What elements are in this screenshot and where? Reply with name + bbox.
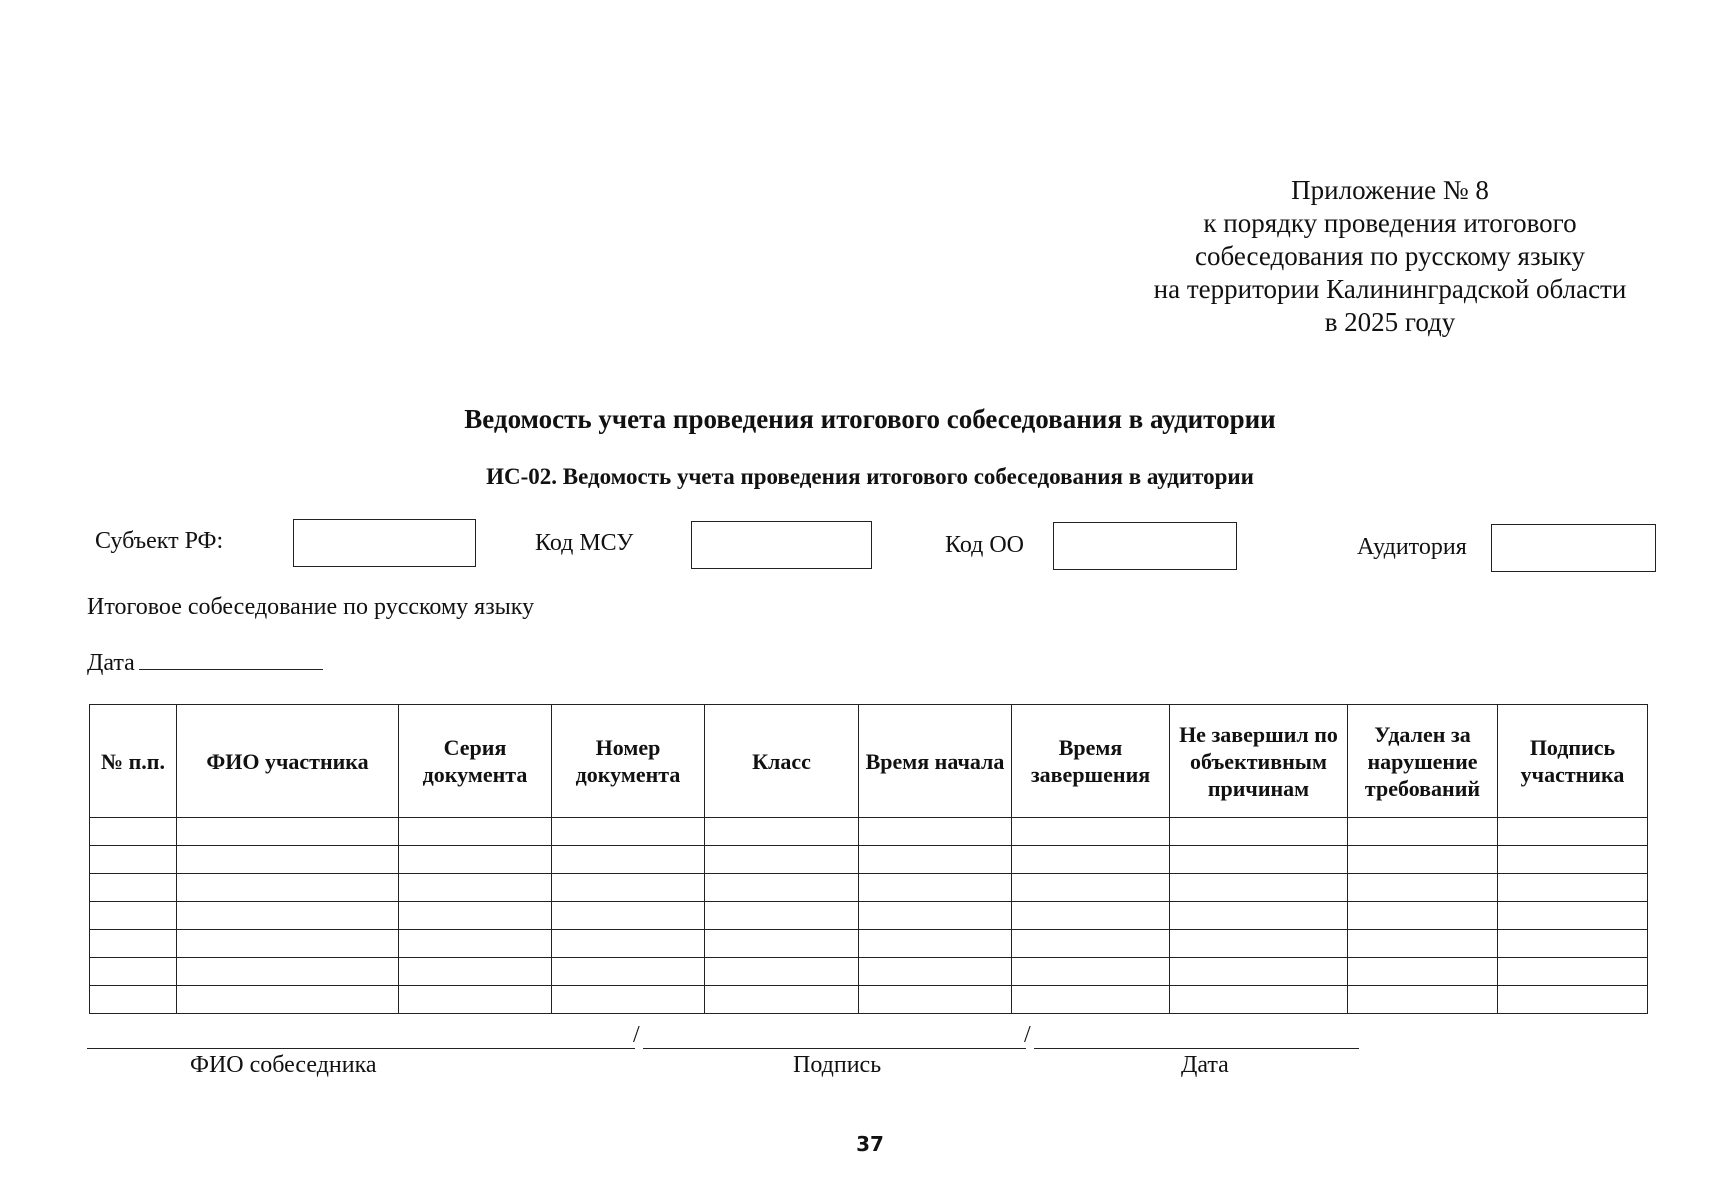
table-cell[interactable] [399, 930, 552, 958]
table-cell[interactable] [1012, 846, 1170, 874]
subject-field[interactable] [293, 519, 476, 567]
column-header-doc-number: Номер документа [552, 705, 705, 818]
table-cell[interactable] [1012, 874, 1170, 902]
appendix-header [1110, 174, 1670, 339]
table-cell[interactable] [1170, 986, 1348, 1014]
table-cell[interactable] [399, 986, 552, 1014]
table-cell[interactable] [90, 846, 177, 874]
table-cell[interactable] [177, 930, 399, 958]
column-header-start-time: Время начала [859, 705, 1012, 818]
table-cell[interactable] [90, 818, 177, 846]
table-row [90, 986, 1648, 1014]
table-cell[interactable] [705, 930, 859, 958]
column-header-class: Класс [705, 705, 859, 818]
table-cell[interactable] [1170, 874, 1348, 902]
table-cell[interactable] [1498, 986, 1648, 1014]
table-cell[interactable] [177, 902, 399, 930]
appendix-line: на территории Калининградской области [1153, 274, 1627, 304]
table-cell[interactable] [1348, 874, 1498, 902]
signature-line[interactable] [643, 1048, 1026, 1049]
table-cell[interactable] [399, 958, 552, 986]
page-number: 37 [856, 1132, 884, 1156]
table-cell[interactable] [705, 846, 859, 874]
table-cell[interactable] [859, 958, 1012, 986]
table-cell[interactable] [1348, 846, 1498, 874]
table-cell[interactable] [705, 958, 859, 986]
document-title: Ведомость учета проведения итогового собеседования в аудитории [464, 404, 1276, 434]
table-cell[interactable] [90, 930, 177, 958]
table-cell[interactable] [552, 986, 705, 1014]
oo-code-field[interactable] [1053, 522, 1237, 570]
table-cell[interactable] [552, 902, 705, 930]
table-cell[interactable] [399, 874, 552, 902]
table-cell[interactable] [399, 818, 552, 846]
table-row [90, 930, 1648, 958]
table-cell[interactable] [1012, 986, 1170, 1014]
table-cell[interactable] [552, 930, 705, 958]
table-cell[interactable] [90, 986, 177, 1014]
oo-code-label: Код ОО [945, 532, 1024, 558]
exam-subject-line: Итоговое собеседование по русскому языку [87, 594, 535, 620]
table-cell[interactable] [705, 986, 859, 1014]
table-cell[interactable] [1348, 930, 1498, 958]
date-label: Дата [87, 650, 135, 676]
table-cell[interactable] [859, 818, 1012, 846]
table-row [90, 958, 1648, 986]
table-cell[interactable] [1012, 902, 1170, 930]
appendix-line: в 2025 году [1324, 307, 1456, 337]
table-cell[interactable] [1348, 986, 1498, 1014]
table-row [90, 874, 1648, 902]
interviewer-name-line[interactable] [87, 1048, 635, 1049]
table-cell[interactable] [399, 846, 552, 874]
signature-separator: / [1024, 1022, 1031, 1048]
table-cell[interactable] [552, 818, 705, 846]
table-header-row [90, 705, 1648, 818]
date-caption: Дата [1181, 1052, 1229, 1078]
register-table [89, 704, 1648, 1014]
table-cell[interactable] [90, 958, 177, 986]
table-cell[interactable] [1170, 818, 1348, 846]
table-cell[interactable] [552, 958, 705, 986]
signature-caption: Подпись [793, 1052, 882, 1078]
date-row [87, 645, 323, 677]
signature-separator: / [633, 1022, 640, 1048]
table-cell[interactable] [1012, 818, 1170, 846]
table-cell[interactable] [177, 958, 399, 986]
table-cell[interactable] [1498, 902, 1648, 930]
appendix-line: Приложение № 8 [1291, 175, 1489, 205]
table-cell[interactable] [1498, 930, 1648, 958]
date-input-line[interactable] [139, 645, 323, 670]
table-cell[interactable] [177, 846, 399, 874]
table-row [90, 818, 1648, 846]
column-header-name: ФИО участника [177, 705, 399, 818]
appendix-line: к порядку проведения итогового [1203, 208, 1577, 238]
table-cell[interactable] [90, 874, 177, 902]
table-cell[interactable] [177, 818, 399, 846]
table-cell[interactable] [859, 986, 1012, 1014]
table-cell[interactable] [399, 902, 552, 930]
table-cell[interactable] [859, 902, 1012, 930]
table-cell[interactable] [1348, 958, 1498, 986]
interviewer-name-caption: ФИО собеседника [190, 1052, 377, 1078]
table-cell[interactable] [859, 846, 1012, 874]
table-cell[interactable] [1498, 818, 1648, 846]
signature-date-line[interactable] [1034, 1048, 1359, 1049]
appendix-line: собеседования по русскому языку [1195, 241, 1585, 271]
table-cell[interactable] [552, 874, 705, 902]
table-cell[interactable] [1348, 902, 1498, 930]
room-label: Аудитория [1357, 534, 1467, 560]
table-cell[interactable] [177, 986, 399, 1014]
table-cell[interactable] [1170, 902, 1348, 930]
table-cell[interactable] [1170, 958, 1348, 986]
table-cell[interactable] [705, 902, 859, 930]
table-cell[interactable] [1498, 874, 1648, 902]
table-cell[interactable] [1498, 846, 1648, 874]
column-header-number: № п.п. [90, 705, 177, 818]
table-cell[interactable] [1170, 930, 1348, 958]
form-title: ИС-02. Ведомость учета проведения итогового собеседования в аудитории [486, 464, 1254, 489]
subject-label: Субъект РФ: [95, 528, 224, 554]
table-cell[interactable] [552, 846, 705, 874]
column-header-end-time: Время завершения [1012, 705, 1170, 818]
table-cell[interactable] [705, 818, 859, 846]
table-cell[interactable] [859, 930, 1012, 958]
msu-code-label: Код МСУ [535, 530, 634, 556]
column-header-removed: Удален за нарушение требований [1348, 705, 1498, 818]
column-header-doc-series: Серия документа [399, 705, 552, 818]
column-header-signature: Подпись участника [1498, 705, 1648, 818]
table-row [90, 846, 1648, 874]
table-cell[interactable] [859, 874, 1012, 902]
table-cell[interactable] [177, 874, 399, 902]
table-cell[interactable] [705, 874, 859, 902]
table-body [90, 818, 1648, 1014]
table-cell[interactable] [1012, 958, 1170, 986]
table-cell[interactable] [1498, 958, 1648, 986]
table-cell[interactable] [1170, 846, 1348, 874]
table-cell[interactable] [90, 902, 177, 930]
table-cell[interactable] [1348, 818, 1498, 846]
table-cell[interactable] [1012, 930, 1170, 958]
table-row [90, 902, 1648, 930]
room-field[interactable] [1491, 524, 1656, 572]
msu-code-field[interactable] [691, 521, 872, 569]
column-header-not-completed: Не завершил по объективным причинам [1170, 705, 1348, 818]
